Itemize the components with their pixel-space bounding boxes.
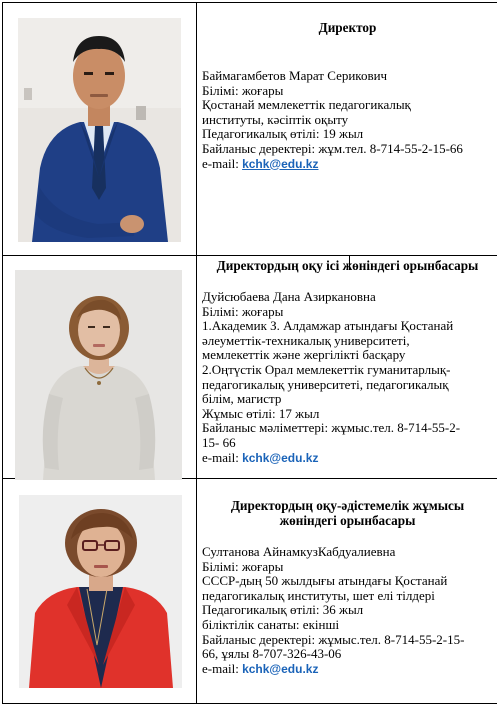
contacts: 15- 66 [202, 434, 236, 450]
contacts: Байланыс мәліметтері: жұмыс.тел. 8-714-55-2- [202, 420, 461, 436]
email-link[interactable]: kchk@edu.kz [242, 661, 319, 676]
deputy-academic-details [202, 290, 493, 465]
experience: Педагогикалық өтілі: 19 жыл [202, 126, 364, 142]
person-name: Баймагамбетов Марат Серикович [202, 68, 388, 83]
education-line: педагогикалық институты, шет елі тілдері [202, 587, 435, 603]
deputy-methodical-details [202, 545, 493, 676]
position-title: Директордың оқу ісі жөніндегі орынбасары [216, 258, 479, 273]
education-line: мемлекеттік және жергілікті басқару [202, 347, 406, 363]
info-cell [197, 256, 497, 479]
education-line: 1.Академик З. Алдамжар атындағы Қостанай [202, 318, 454, 334]
education-line: институты, кәсіптік оқыту [202, 111, 349, 127]
email-label: e-mail: [202, 155, 239, 171]
qualification: біліктілік санаты: екінші [202, 616, 340, 632]
email-link[interactable]: kchk@edu.kz [242, 156, 319, 171]
photo-cell [3, 3, 197, 256]
email-line [202, 157, 493, 172]
director-info [202, 21, 493, 36]
person-name: Султанова АйнамкузКабдуалиевна [202, 544, 396, 559]
education-label: Білімі: жоғары [202, 558, 284, 574]
contacts: Байланыс деректері: жұм.тел. 8-714-55-2-15-66 [202, 140, 463, 156]
education-line: СССР-дың 50 жылдығы атындағы Қостанай [202, 573, 448, 589]
education-line: педагогикалық университеті, педагогикалық [202, 376, 449, 392]
deputy-methodical-photo [19, 495, 182, 688]
education-line: білім, магистр [202, 391, 282, 407]
deputy-academic-info [202, 259, 493, 274]
experience: Жұмыс өтілі: 17 жыл [202, 405, 320, 421]
education-line: әлеуметтік-техникалық университеті, [202, 332, 410, 348]
position-title: жөніндегі орынбасары [279, 512, 416, 528]
email-line [202, 451, 493, 466]
contacts: 66, ұялы 8-707-326-43-06 [202, 646, 342, 662]
email-link[interactable]: kchk@edu.kz [242, 450, 319, 465]
deputy-methodical-info [202, 499, 493, 528]
email-line [202, 662, 493, 677]
deputy-academic-photo [15, 270, 182, 480]
education-line: Қостанай мемлекеттік педагогикалық [202, 97, 411, 113]
staff-row-deputy-academic [3, 256, 497, 479]
staff-table [2, 2, 497, 704]
director-details [202, 69, 493, 171]
info-cell [197, 479, 497, 704]
contacts: Байланыс деректері: жұмыс.тел. 8-714-55-2-15- [202, 631, 465, 647]
education-label: Білімі: жоғары [202, 303, 284, 319]
experience: Педагогикалық өтілі: 36 жыл [202, 602, 364, 618]
email-label: e-mail: [202, 660, 239, 676]
staff-row-deputy-methodical [3, 479, 497, 704]
info-cell [197, 3, 497, 256]
staff-row-director [3, 3, 497, 256]
person-name: Дуйсюбаева Дана Азиркановна [202, 289, 376, 304]
photo-cell [3, 479, 197, 704]
education-line: 2.Оңтүстік Орал мемлекеттік гуманитарлық- [202, 361, 451, 377]
photo-cell [3, 256, 197, 479]
position-title: Директордың оқу-әдістемелік жұмысы [230, 498, 465, 513]
email-label: e-mail: [202, 449, 239, 465]
director-photo [18, 18, 181, 242]
position-title: Директор [318, 20, 377, 35]
education-label: Білімі: жоғары [202, 82, 284, 98]
